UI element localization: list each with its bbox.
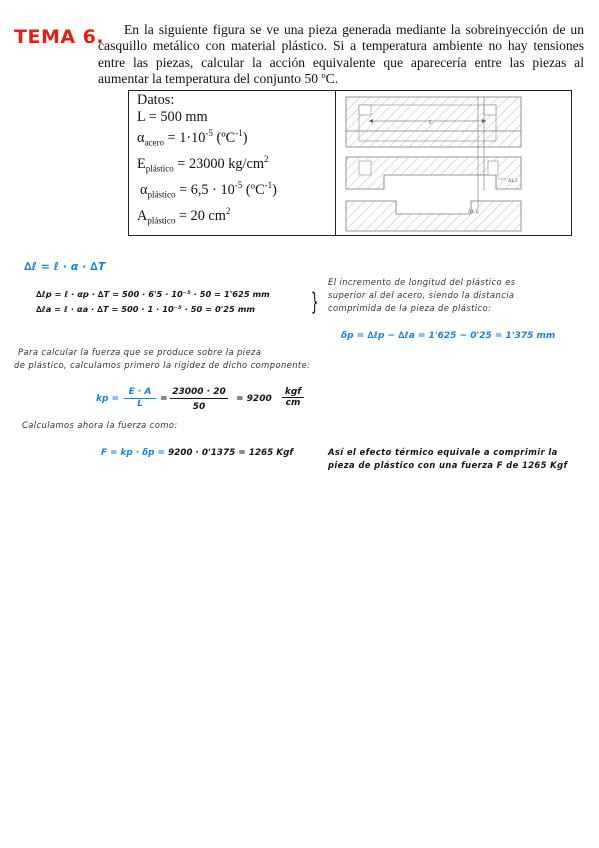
statement-text: En la siguiente figura se ve una pieza generada mediante la sobreinyección de un casquillo metálico con material plástico. Si a temperatura ambiente no hay tensiones entre las piezas, calcular la acción equivalente que aparecería entre las piezas al aumentar la temperatura del conjunto 50 ºC.: [98, 22, 584, 86]
data-e-plastico: $E_{plástico} = 23000$ $kg/cm^2$: [137, 154, 269, 174]
data-area-plastico: $A_{plástico} = 20$ $cm^2$: [137, 206, 231, 226]
page-title: TEMA 6.: [14, 26, 105, 48]
data-length: L = 500 mm: [137, 108, 208, 125]
delta-l1-label: ∆L1: [468, 209, 478, 215]
data-list: [137, 92, 277, 230]
formula-acero: ∆ℓa = ℓ · αa · ∆T = 500 · 1 · 10⁻⁵ · 50 = 0'25 mm: [36, 304, 256, 314]
note-rigidez: Para calcular la fuerza que se produce sobre la pieza de plástico, calculamos primero la rigidez de dicho componente:: [14, 347, 311, 370]
note-incremento: El incremento de longitud del plástico es superior al del acero, siendo la distancia comprimida de la pieza de plástico:: [328, 277, 516, 313]
plastic-part: [346, 201, 521, 231]
data-alpha-plastico: $\alpha_{plástico} = 6,5 \cdot 10^{-5}$ (ºC$^{-1}$): [140, 180, 277, 200]
length-label: L: [429, 120, 433, 126]
data-figure-box: [128, 90, 572, 236]
note-conclusion: Así el efecto térmico equivale a comprimir la pieza de plástico con una fuerza F de 1265 Kgf: [328, 447, 568, 470]
formula-plastico: ∆ℓp = ℓ · αp · ∆T = 500 · 6'5 · 10⁻⁵ · 50 = 1'625 mm: [36, 289, 270, 299]
brace: }: [310, 288, 319, 316]
data-alpha-acero: $\alpha_{acero} = 1\cdot 10^{-5}$ (ºC$^{-1}$): [137, 128, 248, 148]
problem-statement: [98, 22, 584, 87]
part-figure: [336, 91, 571, 235]
delta-p-equation: δp = ∆ℓp − ∆ℓa = 1'625 − 0'25 = 1'375 mm: [341, 331, 556, 341]
data-heading: Datos:: [137, 92, 175, 108]
formula-general: ∆ℓ = ℓ · α · ∆T: [24, 260, 106, 273]
note-fuerza: Calculamos ahora la fuerza como:: [22, 420, 178, 430]
delta-l2-label: ∆L2: [508, 178, 518, 184]
force-equation: F = kp · δp = 9200 · 0'1375 = 1265 Kgf: [101, 448, 294, 458]
